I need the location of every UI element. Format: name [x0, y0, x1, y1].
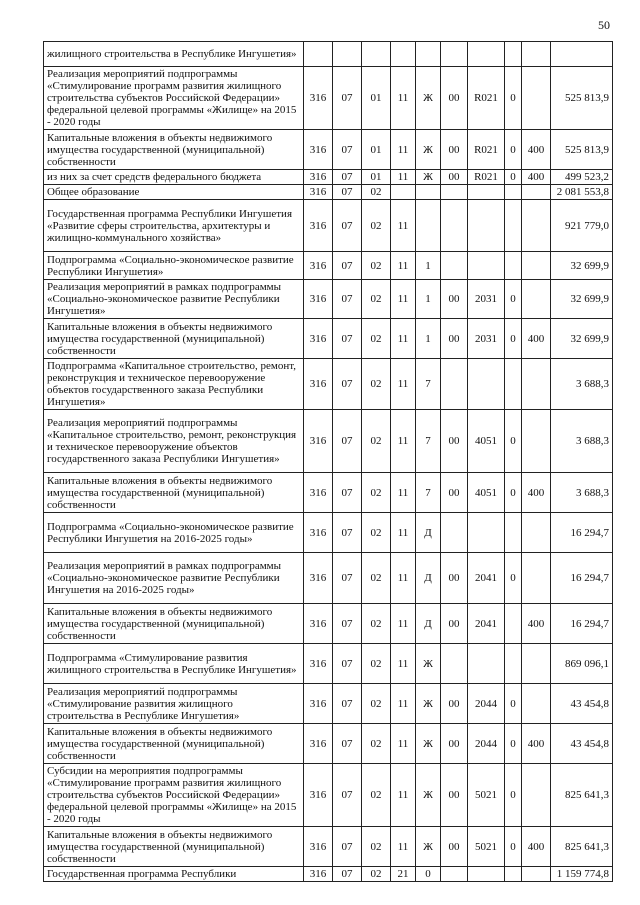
direction-code: 2031 [468, 319, 505, 359]
table-row [44, 827, 613, 867]
row-name: Реализация мероприятий подпрограммы «Капитальное строительство, ремонт, реконструкция и техническое перевооружение объектов государственного заказа Республики Ингушетия» [44, 410, 304, 473]
ved-code: 316 [304, 684, 333, 724]
table-row [44, 130, 613, 170]
expense-type-code [522, 280, 551, 319]
program-code [391, 42, 416, 67]
subsection-code: 02 [362, 252, 391, 280]
subprogram-code [416, 42, 441, 67]
subsection-code: 02 [362, 867, 391, 882]
expense-type-code: 400 [522, 319, 551, 359]
ved-code: 316 [304, 553, 333, 604]
expense-type-code: 400 [522, 724, 551, 764]
program-code: 11 [391, 644, 416, 684]
source-code: 0 [505, 410, 522, 473]
amount: 1 159 774,8 [551, 867, 613, 882]
direction-code: 4051 [468, 473, 505, 513]
row-name: из них за счет средств федерального бюджета [44, 170, 304, 185]
source-code: 0 [505, 553, 522, 604]
source-code [505, 513, 522, 553]
ved-code: 316 [304, 473, 333, 513]
direction-code [468, 867, 505, 882]
measure-code: 00 [441, 67, 468, 130]
program-code: 11 [391, 684, 416, 724]
expense-type-code [522, 553, 551, 604]
ved-code: 316 [304, 280, 333, 319]
subsection-code: 02 [362, 319, 391, 359]
program-code: 11 [391, 513, 416, 553]
amount: 3 688,3 [551, 359, 613, 410]
amount: 32 699,9 [551, 280, 613, 319]
subprogram-code: Ж [416, 67, 441, 130]
ved-code: 316 [304, 185, 333, 200]
program-code: 21 [391, 867, 416, 882]
source-code [505, 644, 522, 684]
table-row [44, 513, 613, 553]
direction-code [468, 200, 505, 252]
expense-type-code [522, 67, 551, 130]
measure-code [441, 359, 468, 410]
measure-code [441, 185, 468, 200]
program-code: 11 [391, 410, 416, 473]
source-code [505, 252, 522, 280]
section-code: 07 [333, 473, 362, 513]
measure-code [441, 513, 468, 553]
table-row [44, 553, 613, 604]
source-code: 0 [505, 319, 522, 359]
subprogram-code [416, 200, 441, 252]
section-code: 07 [333, 604, 362, 644]
row-name: Реализация мероприятий в рамках подпрограммы «Социально-экономическое развитие Республики Ингушетия на 2016-2025 годы» [44, 553, 304, 604]
source-code: 0 [505, 724, 522, 764]
ved-code: 316 [304, 252, 333, 280]
table-row [44, 410, 613, 473]
row-name: Подпрограмма «Социально-экономическое развитие Республики Ингушетия» [44, 252, 304, 280]
amount: 3 688,3 [551, 410, 613, 473]
subsection-code: 02 [362, 724, 391, 764]
amount: 921 779,0 [551, 200, 613, 252]
source-code: 0 [505, 764, 522, 827]
section-code [333, 42, 362, 67]
source-code: 0 [505, 684, 522, 724]
source-code: 0 [505, 827, 522, 867]
program-code: 11 [391, 724, 416, 764]
subprogram-code: 7 [416, 410, 441, 473]
amount: 16 294,7 [551, 553, 613, 604]
table-row [44, 684, 613, 724]
ved-code: 316 [304, 170, 333, 185]
row-name: Государственная программа Республики [44, 867, 304, 882]
subsection-code: 01 [362, 130, 391, 170]
subprogram-code: Д [416, 513, 441, 553]
subprogram-code: Ж [416, 644, 441, 684]
direction-code: 2031 [468, 280, 505, 319]
page-number: 50 [598, 18, 610, 32]
program-code: 11 [391, 319, 416, 359]
amount: 32 699,9 [551, 252, 613, 280]
row-name: Капитальные вложения в объекты недвижимого имущества государственной (муниципальной) собственности [44, 319, 304, 359]
amount: 869 096,1 [551, 644, 613, 684]
section-code: 07 [333, 827, 362, 867]
ved-code: 316 [304, 319, 333, 359]
direction-code [468, 513, 505, 553]
amount: 16 294,7 [551, 604, 613, 644]
expense-type-code [522, 185, 551, 200]
ved-code: 316 [304, 604, 333, 644]
measure-code [441, 867, 468, 882]
expense-type-code [522, 252, 551, 280]
program-code: 11 [391, 130, 416, 170]
amount: 2 081 553,8 [551, 185, 613, 200]
measure-code [441, 644, 468, 684]
direction-code [468, 42, 505, 67]
subprogram-code: 1 [416, 319, 441, 359]
subprogram-code: Ж [416, 764, 441, 827]
table-row [44, 644, 613, 684]
amount: 825 641,3 [551, 827, 613, 867]
expense-type-code: 400 [522, 604, 551, 644]
section-code: 07 [333, 319, 362, 359]
amount: 525 813,9 [551, 130, 613, 170]
section-code: 07 [333, 513, 362, 553]
measure-code: 00 [441, 764, 468, 827]
expense-type-code: 400 [522, 473, 551, 513]
source-code: 0 [505, 170, 522, 185]
row-name: Реализация мероприятий подпрограммы «Стимулирование развития жилищного строительства в Республике Ингушетия» [44, 684, 304, 724]
expense-type-code [522, 200, 551, 252]
source-code [505, 604, 522, 644]
ved-code: 316 [304, 513, 333, 553]
subsection-code: 02 [362, 513, 391, 553]
direction-code: 5021 [468, 827, 505, 867]
expense-type-code [522, 513, 551, 553]
subsection-code: 02 [362, 553, 391, 604]
table-row [44, 42, 613, 67]
section-code: 07 [333, 200, 362, 252]
row-name: Капитальные вложения в объекты недвижимого имущества государственной (муниципальной) собственности [44, 604, 304, 644]
expense-type-code [522, 410, 551, 473]
subprogram-code: Ж [416, 170, 441, 185]
table-row [44, 473, 613, 513]
direction-code: 5021 [468, 764, 505, 827]
source-code: 0 [505, 473, 522, 513]
program-code: 11 [391, 252, 416, 280]
row-name: Подпрограмма «Капитальное строительство, ремонт, реконструкция и техническое перевооружение объектов государственного заказа Республики Ингушетия» [44, 359, 304, 410]
direction-code: R021 [468, 130, 505, 170]
direction-code: R021 [468, 67, 505, 130]
section-code: 07 [333, 130, 362, 170]
subsection-code: 02 [362, 280, 391, 319]
table-row [44, 867, 613, 882]
program-code: 11 [391, 280, 416, 319]
row-name: Капитальные вложения в объекты недвижимого имущества государственной (муниципальной) собственности [44, 724, 304, 764]
expense-type-code [522, 764, 551, 827]
table-row [44, 280, 613, 319]
measure-code: 00 [441, 319, 468, 359]
subprogram-code: 7 [416, 473, 441, 513]
row-name: жилищного строительства в Республике Ингушетия» [44, 42, 304, 67]
amount: 43 454,8 [551, 684, 613, 724]
ved-code: 316 [304, 827, 333, 867]
measure-code: 00 [441, 604, 468, 644]
subprogram-code [416, 185, 441, 200]
section-code: 07 [333, 359, 362, 410]
measure-code: 00 [441, 410, 468, 473]
subprogram-code: 0 [416, 867, 441, 882]
row-name: Общее образование [44, 185, 304, 200]
subsection-code: 02 [362, 764, 391, 827]
table-row [44, 764, 613, 827]
section-code: 07 [333, 67, 362, 130]
section-code: 07 [333, 185, 362, 200]
table-row [44, 604, 613, 644]
subprogram-code: Ж [416, 130, 441, 170]
measure-code: 00 [441, 553, 468, 604]
table-row [44, 724, 613, 764]
section-code: 07 [333, 764, 362, 827]
ved-code: 316 [304, 644, 333, 684]
ved-code: 316 [304, 67, 333, 130]
row-name: Реализация мероприятий подпрограммы «Стимулирование программ развития жилищного строительства субъектов Российской Федерации» федеральной целевой программы «Жилище» на 2015 - 2020 годы [44, 67, 304, 130]
ved-code: 316 [304, 410, 333, 473]
program-code: 11 [391, 604, 416, 644]
expense-type-code: 400 [522, 170, 551, 185]
subsection-code: 02 [362, 410, 391, 473]
expense-type-code [522, 359, 551, 410]
row-name: Подпрограмма «Стимулирование развития жилищного строительства в Республике Ингушетия» [44, 644, 304, 684]
section-code: 07 [333, 280, 362, 319]
subsection-code: 02 [362, 359, 391, 410]
program-code: 11 [391, 200, 416, 252]
subsection-code: 01 [362, 67, 391, 130]
section-code: 07 [333, 867, 362, 882]
row-name: Государственная программа Республики Ингушетия «Развитие сферы строительства, архитектуры и жилищно-коммунального хозяйства» [44, 200, 304, 252]
section-code: 07 [333, 684, 362, 724]
source-code [505, 200, 522, 252]
amount [551, 42, 613, 67]
amount: 525 813,9 [551, 67, 613, 130]
direction-code: 4051 [468, 410, 505, 473]
subsection-code: 02 [362, 473, 391, 513]
row-name: Капитальные вложения в объекты недвижимого имущества государственной (муниципальной) собственности [44, 827, 304, 867]
amount: 825 641,3 [551, 764, 613, 827]
program-code [391, 185, 416, 200]
subprogram-code: 1 [416, 280, 441, 319]
amount: 43 454,8 [551, 724, 613, 764]
measure-code [441, 252, 468, 280]
row-name: Капитальные вложения в объекты недвижимого имущества государственной (муниципальной) собственности [44, 473, 304, 513]
direction-code [468, 185, 505, 200]
program-code: 11 [391, 170, 416, 185]
source-code: 0 [505, 67, 522, 130]
table-row [44, 67, 613, 130]
ved-code: 316 [304, 867, 333, 882]
row-name: Капитальные вложения в объекты недвижимого имущества государственной (муниципальной) собственности [44, 130, 304, 170]
measure-code: 00 [441, 684, 468, 724]
direction-code: 2044 [468, 724, 505, 764]
budget-table [43, 41, 613, 882]
direction-code [468, 252, 505, 280]
subsection-code: 02 [362, 827, 391, 867]
direction-code: 2041 [468, 553, 505, 604]
source-code [505, 359, 522, 410]
program-code: 11 [391, 67, 416, 130]
table-row [44, 200, 613, 252]
expense-type-code [522, 684, 551, 724]
expense-type-code [522, 42, 551, 67]
expense-type-code [522, 644, 551, 684]
section-code: 07 [333, 410, 362, 473]
amount: 32 699,9 [551, 319, 613, 359]
subsection-code [362, 42, 391, 67]
direction-code: 2041 [468, 604, 505, 644]
ved-code: 316 [304, 130, 333, 170]
subprogram-code: Ж [416, 724, 441, 764]
measure-code: 00 [441, 827, 468, 867]
source-code: 0 [505, 130, 522, 170]
direction-code: R021 [468, 170, 505, 185]
direction-code: 2044 [468, 684, 505, 724]
subsection-code: 02 [362, 684, 391, 724]
table-row [44, 252, 613, 280]
subprogram-code: Д [416, 553, 441, 604]
direction-code [468, 359, 505, 410]
source-code [505, 42, 522, 67]
section-code: 07 [333, 644, 362, 684]
program-code: 11 [391, 764, 416, 827]
source-code [505, 185, 522, 200]
measure-code [441, 200, 468, 252]
direction-code [468, 644, 505, 684]
subprogram-code: Д [416, 604, 441, 644]
section-code: 07 [333, 170, 362, 185]
subprogram-code: Ж [416, 684, 441, 724]
program-code: 11 [391, 553, 416, 604]
subsection-code: 02 [362, 644, 391, 684]
subprogram-code: 7 [416, 359, 441, 410]
table-row [44, 319, 613, 359]
expense-type-code: 400 [522, 827, 551, 867]
ved-code: 316 [304, 200, 333, 252]
table-row [44, 170, 613, 185]
measure-code [441, 42, 468, 67]
row-name: Реализация мероприятий в рамках подпрограммы «Социально-экономическое развитие Республики Ингушетия» [44, 280, 304, 319]
ved-code: 316 [304, 359, 333, 410]
amount: 499 523,2 [551, 170, 613, 185]
measure-code: 00 [441, 130, 468, 170]
program-code: 11 [391, 359, 416, 410]
expense-type-code: 400 [522, 130, 551, 170]
ved-code: 316 [304, 764, 333, 827]
measure-code: 00 [441, 724, 468, 764]
measure-code: 00 [441, 170, 468, 185]
section-code: 07 [333, 724, 362, 764]
subsection-code: 02 [362, 185, 391, 200]
ved-code [304, 42, 333, 67]
subprogram-code: Ж [416, 827, 441, 867]
section-code: 07 [333, 553, 362, 604]
measure-code: 00 [441, 280, 468, 319]
subsection-code: 01 [362, 170, 391, 185]
subprogram-code: 1 [416, 252, 441, 280]
table-row [44, 185, 613, 200]
program-code: 11 [391, 827, 416, 867]
measure-code: 00 [441, 473, 468, 513]
table-row [44, 359, 613, 410]
amount: 16 294,7 [551, 513, 613, 553]
subsection-code: 02 [362, 200, 391, 252]
expense-type-code [522, 867, 551, 882]
subsection-code: 02 [362, 604, 391, 644]
source-code: 0 [505, 280, 522, 319]
row-name: Подпрограмма «Социально-экономическое развитие Республики Ингушетия на 2016-2025 годы» [44, 513, 304, 553]
source-code [505, 867, 522, 882]
section-code: 07 [333, 252, 362, 280]
row-name: Субсидии на мероприятия подпрограммы «Стимулирование программ развития жилищного строительства субъектов Российской Федерации» федеральной целевой программы «Жилище» на 2015 - 2020 годы [44, 764, 304, 827]
program-code: 11 [391, 473, 416, 513]
amount: 3 688,3 [551, 473, 613, 513]
ved-code: 316 [304, 724, 333, 764]
